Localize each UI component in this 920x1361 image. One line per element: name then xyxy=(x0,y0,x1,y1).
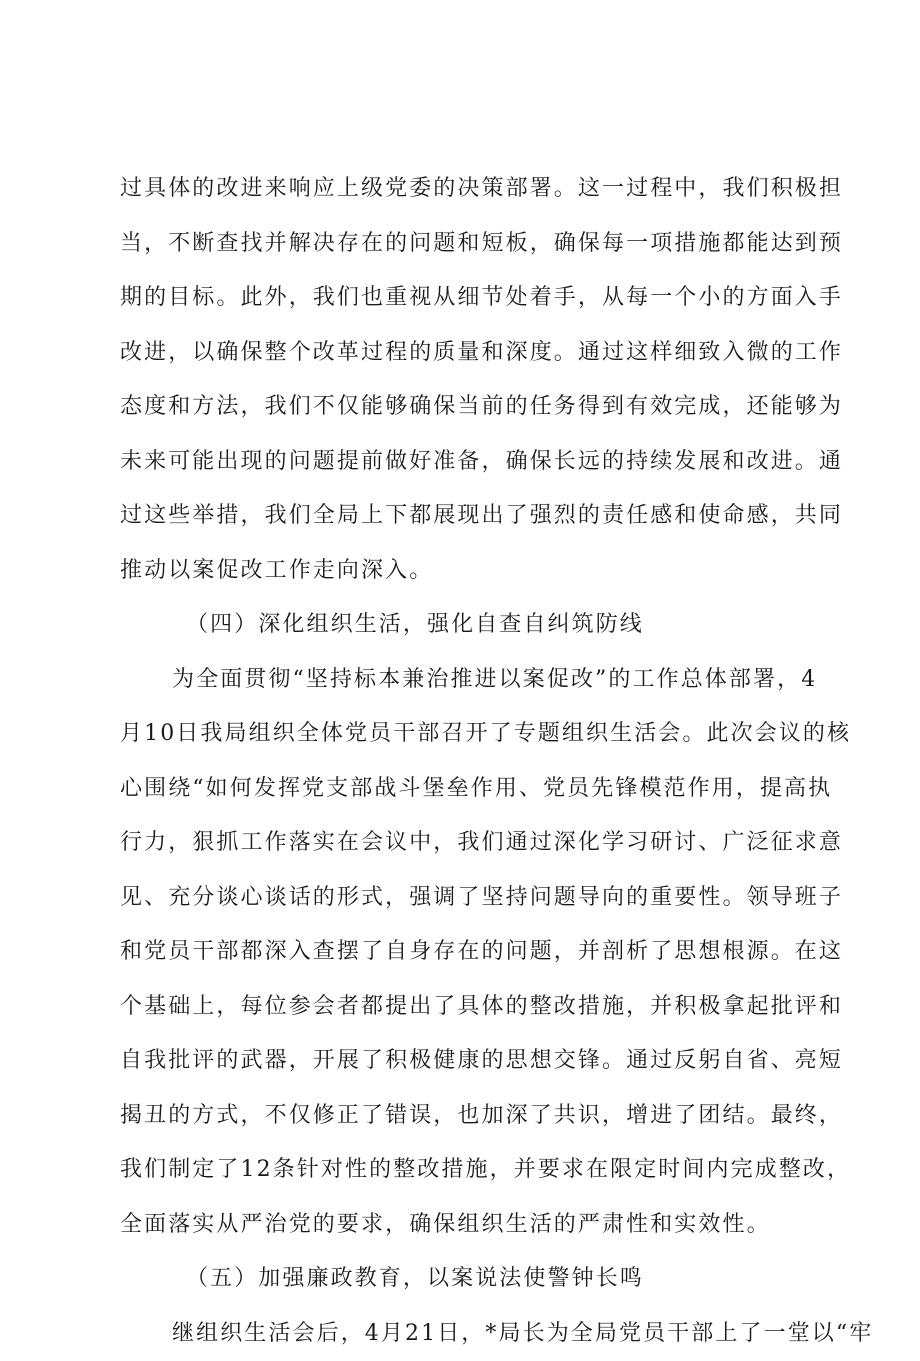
text-line: 过具体的改进来响应上级党委的决策部署。这一过程中，我们积极担 xyxy=(120,162,810,217)
section-heading-4: （四）深化组织生活，强化自查自纠筑防线 xyxy=(120,598,810,653)
text-line: 自我批评的武器，开展了积极健康的思想交锋。通过反躬自省、亮短 xyxy=(120,1034,810,1089)
text-line: 全面落实从严治党的要求，确保组织生活的严肃性和实效性。 xyxy=(120,1198,810,1253)
paragraph-first-line: 继组织生活会后，4月21日，*局长为全局党员干部上了一堂以“牢 xyxy=(120,1307,810,1361)
document-body xyxy=(120,162,810,1361)
text-line: 改进，以确保整个改革过程的质量和深度。通过这样细致入微的工作 xyxy=(120,326,810,381)
paragraph-first-line: 为全面贯彻“坚持标本兼治推进以案促改”的工作总体部署，4 xyxy=(120,653,810,708)
text-line: 心围绕“如何发挥党支部战斗堡垒作用、党员先锋模范作用，提高执 xyxy=(120,762,810,817)
text-line: 当，不断查找并解决存在的问题和短板，确保每一项措施都能达到预 xyxy=(120,217,810,272)
text-line: 推动以案促改工作走向深入。 xyxy=(120,544,810,599)
text-line: 个基础上，每位参会者都提出了具体的整改措施，并积极拿起批评和 xyxy=(120,980,810,1035)
text-line: 期的目标。此外，我们也重视从细节处着手，从每一个小的方面入手 xyxy=(120,271,810,326)
text-line: 过这些举措，我们全局上下都展现出了强烈的责任感和使命感，共同 xyxy=(120,489,810,544)
section-heading-5: （五）加强廉政教育，以案说法使警钟长鸣 xyxy=(120,1252,810,1307)
text-line: 月10日我局组织全体党员干部召开了专题组织生活会。此次会议的核 xyxy=(120,707,810,762)
text-line: 态度和方法，我们不仅能够确保当前的任务得到有效完成，还能够为 xyxy=(120,380,810,435)
text-line: 见、充分谈心谈话的形式，强调了坚持问题导向的重要性。领导班子 xyxy=(120,871,810,926)
text-line: 揭丑的方式，不仅修正了错误，也加深了共识，增进了团结。最终， xyxy=(120,1089,810,1144)
text-line: 行力，狠抓工作落实在会议中，我们通过深化学习研讨、广泛征求意 xyxy=(120,816,810,871)
text-line: 和党员干部都深入查摆了自身存在的问题，并剖析了思想根源。在这 xyxy=(120,925,810,980)
text-line: 未来可能出现的问题提前做好准备，确保长远的持续发展和改进。通 xyxy=(120,435,810,490)
text-line: 我们制定了12条针对性的整改措施，并要求在限定时间内完成整改， xyxy=(120,1143,810,1198)
